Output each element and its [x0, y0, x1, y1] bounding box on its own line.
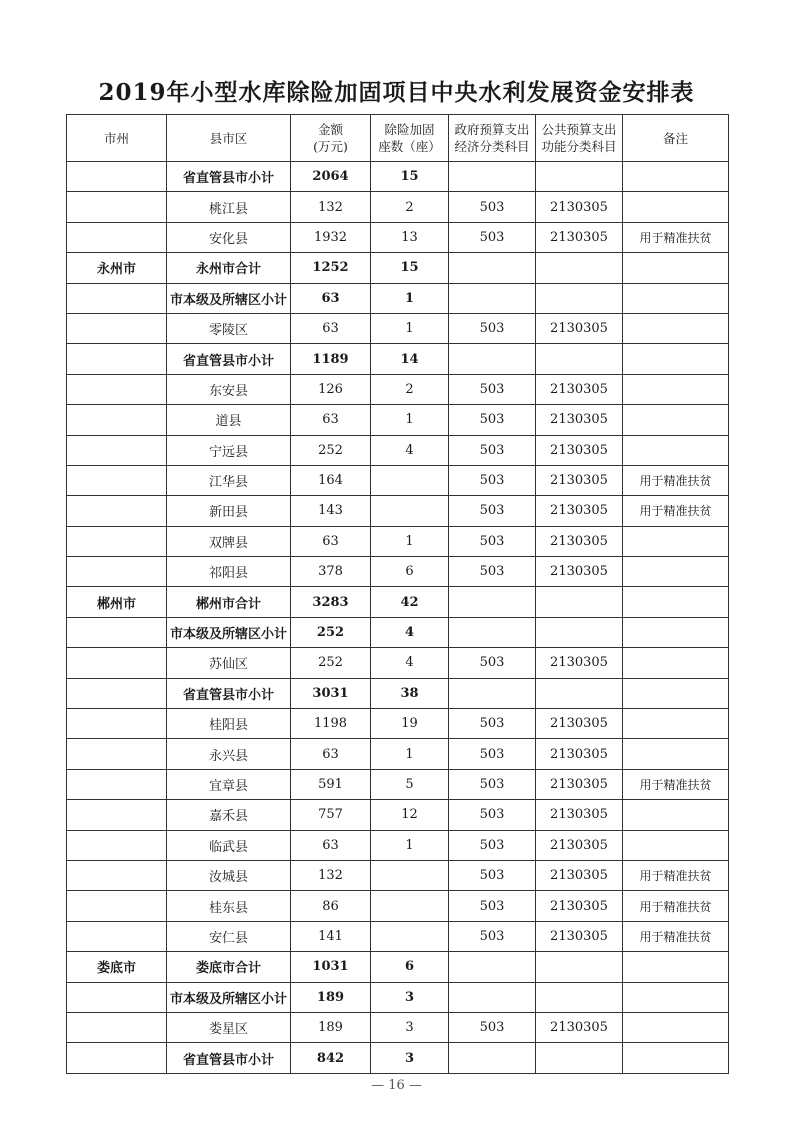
cell-county: 祁阳县	[167, 557, 291, 587]
cell-amount: 86	[291, 891, 371, 921]
cell-city	[67, 283, 167, 313]
cell-city	[67, 830, 167, 860]
cell-econ-class: 503	[449, 709, 536, 739]
cell-count: 1	[371, 283, 449, 313]
cell-note	[623, 1043, 729, 1073]
cell-econ-class: 503	[449, 222, 536, 252]
cell-city	[67, 344, 167, 374]
table-row	[67, 405, 729, 435]
table-row	[67, 253, 729, 283]
cell-econ-class: 503	[449, 496, 536, 526]
cell-county: 省直管县市小计	[167, 678, 291, 708]
table-row	[67, 222, 729, 252]
table-row	[67, 192, 729, 222]
cell-econ-class	[449, 283, 536, 313]
cell-note	[623, 526, 729, 556]
cell-note	[623, 1012, 729, 1042]
cell-city: 永州市	[67, 253, 167, 283]
cell-city	[67, 557, 167, 587]
cell-note	[623, 344, 729, 374]
cell-city	[67, 678, 167, 708]
cell-county: 桂阳县	[167, 709, 291, 739]
cell-note: 用于精准扶贫	[623, 860, 729, 890]
cell-county: 零陵区	[167, 313, 291, 343]
cell-city	[67, 739, 167, 769]
cell-note	[623, 587, 729, 617]
cell-county: 桃江县	[167, 192, 291, 222]
header-count: 除险加固 座数（座）	[371, 115, 449, 162]
cell-func-class: 2130305	[536, 557, 623, 587]
cell-city	[67, 709, 167, 739]
table-row	[67, 617, 729, 647]
cell-count: 1	[371, 313, 449, 343]
cell-amount: 126	[291, 374, 371, 404]
cell-func-class	[536, 587, 623, 617]
cell-count: 14	[371, 344, 449, 374]
cell-amount: 2064	[291, 162, 371, 192]
cell-econ-class	[449, 952, 536, 982]
cell-note	[623, 162, 729, 192]
cell-county: 市本级及所辖区小计	[167, 617, 291, 647]
table-row	[67, 1012, 729, 1042]
cell-func-class: 2130305	[536, 496, 623, 526]
cell-count: 3	[371, 982, 449, 1012]
table-row	[67, 769, 729, 799]
cell-city	[67, 435, 167, 465]
cell-func-class	[536, 253, 623, 283]
table-row	[67, 283, 729, 313]
cell-count: 42	[371, 587, 449, 617]
cell-note	[623, 253, 729, 283]
table-body	[67, 162, 729, 1074]
cell-amount: 1189	[291, 344, 371, 374]
cell-func-class: 2130305	[536, 709, 623, 739]
cell-note	[623, 982, 729, 1012]
cell-amount: 1031	[291, 952, 371, 982]
cell-func-class	[536, 283, 623, 313]
cell-econ-class: 503	[449, 526, 536, 556]
cell-note	[623, 739, 729, 769]
cell-county: 市本级及所辖区小计	[167, 982, 291, 1012]
cell-note: 用于精准扶贫	[623, 891, 729, 921]
cell-count	[371, 921, 449, 951]
cell-note	[623, 709, 729, 739]
cell-amount: 141	[291, 921, 371, 951]
cell-count	[371, 496, 449, 526]
cell-func-class: 2130305	[536, 860, 623, 890]
cell-note	[623, 374, 729, 404]
cell-county: 苏仙区	[167, 648, 291, 678]
cell-func-class	[536, 982, 623, 1012]
cell-econ-class: 503	[449, 860, 536, 890]
cell-econ-class	[449, 344, 536, 374]
cell-count: 3	[371, 1012, 449, 1042]
cell-econ-class	[449, 587, 536, 617]
cell-func-class: 2130305	[536, 405, 623, 435]
cell-note	[623, 557, 729, 587]
cell-count: 3	[371, 1043, 449, 1073]
cell-econ-class: 503	[449, 739, 536, 769]
cell-count: 5	[371, 769, 449, 799]
cell-amount: 164	[291, 465, 371, 495]
cell-city	[67, 1012, 167, 1042]
table-row	[67, 648, 729, 678]
cell-amount: 63	[291, 283, 371, 313]
cell-func-class: 2130305	[536, 465, 623, 495]
cell-note: 用于精准扶贫	[623, 769, 729, 799]
table-row	[67, 830, 729, 860]
cell-func-class: 2130305	[536, 891, 623, 921]
cell-amount: 3283	[291, 587, 371, 617]
cell-func-class: 2130305	[536, 769, 623, 799]
cell-city	[67, 982, 167, 1012]
cell-amount: 143	[291, 496, 371, 526]
table-row	[67, 162, 729, 192]
cell-county: 双牌县	[167, 526, 291, 556]
cell-county: 省直管县市小计	[167, 162, 291, 192]
cell-city	[67, 374, 167, 404]
cell-econ-class: 503	[449, 557, 536, 587]
table-row	[67, 860, 729, 890]
cell-amount: 757	[291, 800, 371, 830]
cell-amount: 1932	[291, 222, 371, 252]
cell-count	[371, 891, 449, 921]
cell-county: 永州市合计	[167, 253, 291, 283]
cell-count: 4	[371, 435, 449, 465]
funding-table	[66, 114, 729, 1074]
table-row	[67, 678, 729, 708]
cell-county: 汝城县	[167, 860, 291, 890]
cell-econ-class	[449, 162, 536, 192]
cell-func-class: 2130305	[536, 739, 623, 769]
cell-func-class: 2130305	[536, 192, 623, 222]
cell-county: 安化县	[167, 222, 291, 252]
cell-func-class: 2130305	[536, 526, 623, 556]
header-county: 县市区	[167, 115, 291, 162]
table-row	[67, 344, 729, 374]
cell-note	[623, 952, 729, 982]
cell-note	[623, 405, 729, 435]
table-row	[67, 1043, 729, 1073]
cell-note	[623, 617, 729, 647]
page-title: 2019年小型水库除险加固项目中央水利发展资金安排表	[98, 79, 695, 106]
cell-amount: 63	[291, 739, 371, 769]
cell-county: 市本级及所辖区小计	[167, 283, 291, 313]
table-row	[67, 891, 729, 921]
cell-func-class: 2130305	[536, 374, 623, 404]
cell-county: 永兴县	[167, 739, 291, 769]
header-func-class: 公共预算支出 功能分类科目	[536, 115, 623, 162]
cell-county: 娄星区	[167, 1012, 291, 1042]
cell-count: 1	[371, 526, 449, 556]
cell-func-class: 2130305	[536, 435, 623, 465]
cell-econ-class: 503	[449, 769, 536, 799]
cell-amount: 252	[291, 435, 371, 465]
table-row	[67, 739, 729, 769]
table-row	[67, 982, 729, 1012]
cell-county: 桂东县	[167, 891, 291, 921]
cell-econ-class: 503	[449, 648, 536, 678]
table-header-row	[67, 115, 729, 162]
cell-econ-class: 503	[449, 921, 536, 951]
cell-count: 2	[371, 374, 449, 404]
cell-func-class: 2130305	[536, 1012, 623, 1042]
table-row	[67, 921, 729, 951]
cell-count: 38	[371, 678, 449, 708]
header-amount: 金额 (万元)	[291, 115, 371, 162]
table-row	[67, 374, 729, 404]
cell-econ-class	[449, 982, 536, 1012]
cell-count	[371, 860, 449, 890]
cell-city	[67, 222, 167, 252]
cell-func-class: 2130305	[536, 830, 623, 860]
cell-city	[67, 162, 167, 192]
cell-city	[67, 405, 167, 435]
cell-county: 新田县	[167, 496, 291, 526]
cell-note: 用于精准扶贫	[623, 465, 729, 495]
cell-count: 1	[371, 405, 449, 435]
cell-amount: 63	[291, 313, 371, 343]
table-row	[67, 313, 729, 343]
cell-city	[67, 465, 167, 495]
cell-note	[623, 678, 729, 708]
cell-econ-class: 503	[449, 405, 536, 435]
cell-county: 安仁县	[167, 921, 291, 951]
cell-econ-class: 503	[449, 435, 536, 465]
table-row	[67, 800, 729, 830]
cell-econ-class	[449, 617, 536, 647]
cell-econ-class: 503	[449, 313, 536, 343]
cell-county: 娄底市合计	[167, 952, 291, 982]
cell-econ-class	[449, 253, 536, 283]
cell-count: 12	[371, 800, 449, 830]
cell-note	[623, 435, 729, 465]
cell-city: 郴州市	[67, 587, 167, 617]
cell-func-class	[536, 344, 623, 374]
cell-amount: 1252	[291, 253, 371, 283]
cell-city	[67, 192, 167, 222]
cell-city	[67, 617, 167, 647]
cell-func-class: 2130305	[536, 648, 623, 678]
cell-city	[67, 891, 167, 921]
cell-note: 用于精准扶贫	[623, 496, 729, 526]
table-row	[67, 465, 729, 495]
cell-count: 1	[371, 739, 449, 769]
header-note: 备注	[623, 115, 729, 162]
header-city: 市州	[67, 115, 167, 162]
cell-county: 嘉禾县	[167, 800, 291, 830]
cell-count: 2	[371, 192, 449, 222]
cell-count: 4	[371, 648, 449, 678]
table-row	[67, 435, 729, 465]
cell-func-class	[536, 952, 623, 982]
cell-note: 用于精准扶贫	[623, 921, 729, 951]
cell-amount: 132	[291, 860, 371, 890]
cell-count: 15	[371, 253, 449, 283]
cell-note	[623, 800, 729, 830]
cell-count: 6	[371, 557, 449, 587]
cell-county: 省直管县市小计	[167, 344, 291, 374]
cell-amount: 63	[291, 526, 371, 556]
cell-func-class: 2130305	[536, 800, 623, 830]
cell-city	[67, 496, 167, 526]
cell-amount: 63	[291, 830, 371, 860]
cell-amount: 189	[291, 982, 371, 1012]
page-number: — 16 —	[371, 1078, 422, 1093]
cell-county: 省直管县市小计	[167, 1043, 291, 1073]
cell-city	[67, 800, 167, 830]
cell-city: 娄底市	[67, 952, 167, 982]
cell-count: 4	[371, 617, 449, 647]
cell-county: 道县	[167, 405, 291, 435]
cell-econ-class: 503	[449, 830, 536, 860]
cell-amount: 591	[291, 769, 371, 799]
cell-amount: 252	[291, 617, 371, 647]
cell-amount: 842	[291, 1043, 371, 1073]
cell-city	[67, 1043, 167, 1073]
cell-func-class	[536, 162, 623, 192]
cell-county: 宁远县	[167, 435, 291, 465]
cell-note	[623, 313, 729, 343]
cell-amount: 132	[291, 192, 371, 222]
cell-county: 临武县	[167, 830, 291, 860]
table-row	[67, 587, 729, 617]
cell-note	[623, 283, 729, 313]
cell-func-class	[536, 678, 623, 708]
cell-note	[623, 648, 729, 678]
cell-note	[623, 830, 729, 860]
cell-func-class: 2130305	[536, 313, 623, 343]
cell-amount: 1198	[291, 709, 371, 739]
cell-city	[67, 648, 167, 678]
cell-func-class: 2130305	[536, 222, 623, 252]
cell-count: 6	[371, 952, 449, 982]
cell-func-class: 2130305	[536, 921, 623, 951]
cell-amount: 252	[291, 648, 371, 678]
cell-count: 13	[371, 222, 449, 252]
cell-county: 郴州市合计	[167, 587, 291, 617]
cell-econ-class	[449, 1043, 536, 1073]
cell-func-class	[536, 1043, 623, 1073]
cell-amount: 63	[291, 405, 371, 435]
cell-count	[371, 465, 449, 495]
cell-econ-class: 503	[449, 800, 536, 830]
header-econ-class: 政府预算支出 经济分类科目	[449, 115, 536, 162]
cell-city	[67, 313, 167, 343]
cell-note	[623, 192, 729, 222]
cell-county: 东安县	[167, 374, 291, 404]
cell-amount: 189	[291, 1012, 371, 1042]
cell-econ-class: 503	[449, 374, 536, 404]
cell-amount: 378	[291, 557, 371, 587]
cell-note: 用于精准扶贫	[623, 222, 729, 252]
cell-city	[67, 860, 167, 890]
table-row	[67, 526, 729, 556]
cell-city	[67, 921, 167, 951]
cell-func-class	[536, 617, 623, 647]
cell-count: 15	[371, 162, 449, 192]
cell-city	[67, 526, 167, 556]
table-row	[67, 709, 729, 739]
cell-county: 宜章县	[167, 769, 291, 799]
cell-econ-class: 503	[449, 192, 536, 222]
cell-city	[67, 769, 167, 799]
cell-count: 19	[371, 709, 449, 739]
cell-econ-class: 503	[449, 465, 536, 495]
cell-econ-class	[449, 678, 536, 708]
cell-county: 江华县	[167, 465, 291, 495]
table-row	[67, 952, 729, 982]
table-row	[67, 557, 729, 587]
cell-amount: 3031	[291, 678, 371, 708]
cell-econ-class: 503	[449, 1012, 536, 1042]
cell-econ-class: 503	[449, 891, 536, 921]
table-row	[67, 496, 729, 526]
cell-count: 1	[371, 830, 449, 860]
